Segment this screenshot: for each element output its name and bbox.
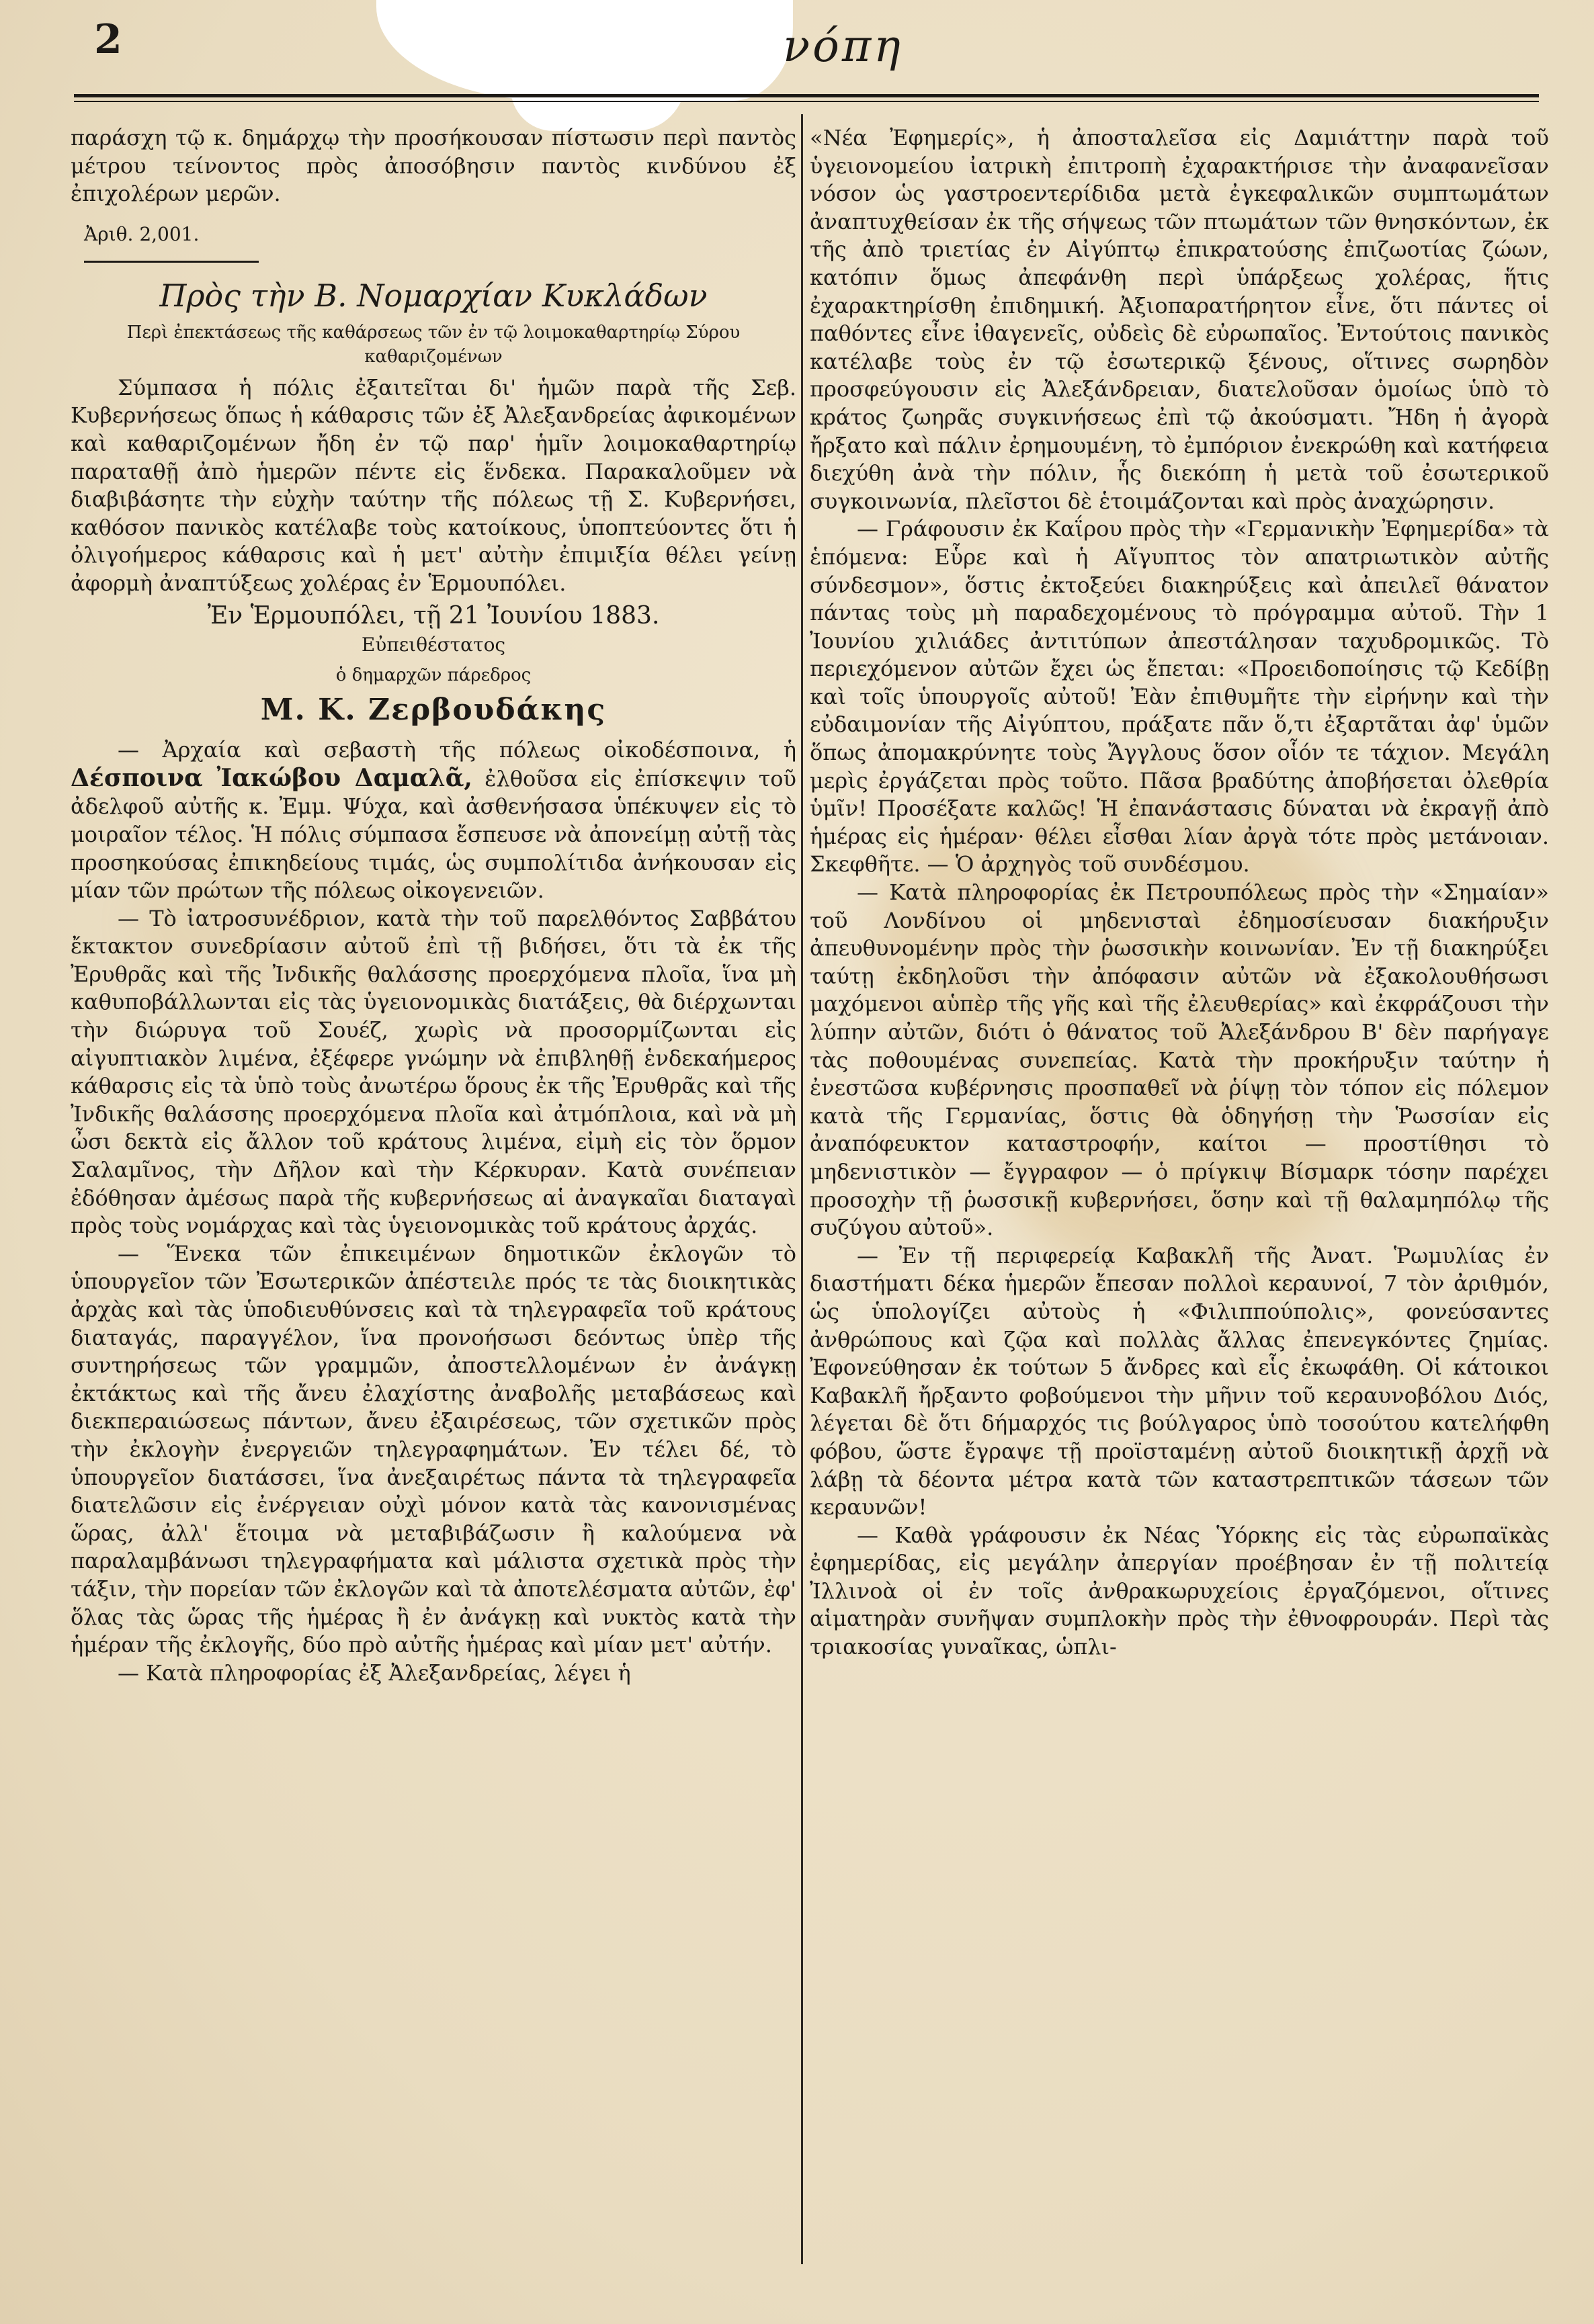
reference-number: Ἀριθ. 2,001. [84,222,200,245]
letter-body: Σύμπασα ἡ πόλις ἐξαιτεῖται δι' ἡμῶν παρὰ τῆς Σεβ. Κυβερνήσεως ὅπως ἡ κάθαρσις τῶν ἐξ Ἀλεξανδρείας ἀφικομένων καὶ καθαριζομένων ἤδη ἐν τῷ παρ' ἡμῖν λοιμοκαθαρτηρίῳ παραταθῇ ἀπὸ ἡμερῶν πέντε εἰς ἕνδεκα. Παρακαλοῦμεν νὰ διαβιβάσητε τὴν εὐχὴν ταύτην τῆς πόλεως τῇ Σ. Κυβερνήσει, καθόσον πανικὸς κατέλαβε τοὺς κατοίκους, ὑποπτεύοντες ὅτι ἡ ὀλιγοήμερος κάθαρσις καὶ ἡ μετ' αὐτὴν ἐπιμιξία θέλει γείνῃ ἀφορμὴ ἀναπτύξεως χολέρας ἐν Ἑρμουπόλει. [71,374,796,596]
article-continuation: παράσχη τῷ κ. δημάρχῳ τὴν προσήκουσαν πίστωσιν περὶ παντὸς μέτρου τείνοντος πρὸς ἀποσόβησιν παντὸς κινδύνου ἐξ ἐπιχολέρων μερῶν. [71,125,796,207]
letter-subheading: Περὶ ἐπεκτάσεως τῆς καθάρσεως τῶν ἐν τῷ λοιμοκαθαρτηρίῳ Σύρου καθαριζομένων [126,322,741,367]
news-item-text: ἐλθοῦσα εἰς ἐπίσκεψιν τοῦ ἀδελφοῦ αὐτῆς κ. Ἐμμ. Ψύχα, καὶ ἀσθενήσασα ὑπέκυψεν εἰς τὸ μοιραῖον τέλος. Ἡ πόλις σύμπασα ἔσπευσε νὰ ἀπονείμῃ αὐτῇ τὰς προσηκούσας ἐπικηδείους τιμάς, ὡς συμπολίτιδα ἀνήκουσαν εἰς μίαν τῶν πρώτων τῆς πόλεως οἰκογενειῶν. [71,765,796,904]
news-item-new-york: — Καθὰ γράφουσιν ἐκ Νέας Ὑόρκης εἰς τὰς εὐρωπαϊκὰς ἐφημερίδας, εἰς μεγάλην ἀπεργίαν προέβησαν ἐν τῇ πολιτείᾳ Ἰλλινοὰ οἱ ἐν τοῖς ἀνθρακωρυχείοις ἐργαζόμενοι, οἵτινες αἱματηρὰν συνῆψαν συμπλοκὴν πρὸς τὴν ἐθνοφρουράν. Περὶ τὰς τριακοσίας γυναῖκας, ὡπλι- [810,1522,1549,1660]
signer-title: ὁ δημαρχῶν πάρεδρος [335,665,532,686]
right-column [810,124,1549,1662]
header-rule-thin [74,101,1539,102]
news-item-kavakli: — Ἐν τῇ περιφερείᾳ Καβακλῆ τῆς Ἀνατ. Ῥωμυλίας ἐν διαστήματι δέκα ἡμερῶν ἔπεσαν πολλοὶ κεραυνοί, 7 τὸν ἀριθμόν, ὡς ὑπολογίζει αὐτοὺς ἡ «Φιλιππούπολις», φονεύσαντες ἀνθρώπους καὶ ζῷα καὶ πολλὰς ἄλλας ἐπενεγκόντες ζημίας. Ἐφονεύθησαν ἐκ τούτων 5 ἄνδρες καὶ εἷς ἐκωφάθη. Οἱ κάτοικοι Καβακλῆ ἤρξαντο φοβούμενοι τὴν μῆνιν τοῦ κεραυνοβόλου Διός, λέγεται δὲ ὅτι δήμαρχός τις βούλγαρος ὑπὸ τοσούτου κατελήφθη φόβου, ὥστε ἔγραψε τῇ προϊσταμένῃ αὐτοῦ διοικητικῇ ἀρχῇ νὰ λάβῃ τὰ δέοντα μέτρα κατὰ τῶν καταστρεπτικῶν τάσεων τῶν κεραυνῶν! [810,1242,1549,1520]
torn-paper-area [511,81,685,131]
news-item-alexandria: — Κατὰ πληροφορίας ἐξ Ἀλεξανδρείας, λέγει ἡ [118,1660,631,1686]
section-rule [84,261,259,263]
letter-closing: Εὐπειθέστατος [361,634,506,656]
masthead-title: νόπη [783,20,903,72]
signer-name: Μ. Κ. Ζερβουδάκης [260,693,607,728]
column-divider [801,114,803,2264]
news-item-cairo: — Γράφουσιν ἐκ Καΐρου πρὸς τὴν «Γερμανικὴν Ἐφημερίδα» τὰ ἑπόμενα: Εὗρε καὶ ἡ Αἴγυπτος τὸν απατριωτικὸν αὐτῆς σύνδεσμον», ὅστις ἐκτοξεύει διακηρύξεις καὶ ἀπειλεῖ θάνατον πάντας τοὺς μὴ παραδεχομένους τὸ πρόγραμμα αὐτοῦ. Τὴν 1 Ἰουνίου χιλιάδες ἀντιτύπων ἀπεστάλησαν ταχυδρομικῶς. Τὸ περιεχόμενον αὐτῶν ἔχει ὡς ἔπεται: «Προειδοποίησις τῷ Κεδίβῃ καὶ τοῖς ὑπουργοῖς αὐτοῦ! Ἐὰν ἐπιθυμῆτε τὴν εἰρήνην καὶ τὴν εὐδαιμονίαν τῆς Αἰγύπτου, πράξατε πᾶν ὅ,τι ἐξαρτᾶται ἀφ' ὑμῶν ὅπως ἀπομακρύνητε τοὺς Ἄγγλους ὅσον οἷόν τε τάχιον. Μεγάλη μερὶς ἐργάζεται πρὸς τοῦτο. Πᾶσα βραδύτης ἀποβήσεται ὀλεθρία ὑμῖν! Προσέξατε καλῶς! Ἡ ἐπανάστασις δύναται νὰ ἐκραγῇ ἀπὸ ἡμέρας εἰς ἡμέραν· θέλει εἶσθαι λίαν ἀργὰ τότε πρὸς μετάνοιαν. Σκεφθῆτε. — Ὁ ἀρχηγὸς τοῦ συνδέσμου. [810,516,1549,877]
news-item-medical-council: — Τὸ ἰατροσυνέδριον, κατὰ τὴν τοῦ παρελθόντος Σαββάτου ἔκτακτον συνεδρίασιν αὐτοῦ ἐπὶ τῇ βιδήσει, ὅτι τὰ ἐκ τῆς Ἐρυθρᾶς καὶ τῆς Ἰνδικῆς θαλάσσης προερχόμενα πλοῖα, ἵνα μὴ καθυποβάλλωνται εἰς τὰς ὑγειονομικὰς διατάξεις, θὰ διέρχωνται τὴν διώρυγα τοῦ Σουέζ, χωρὶς νὰ προσορμίζωνται εἰς αἰγυπτιακὸν λιμένα, ἐξέφερε γνώμην νὰ ἐπιβληθῇ ἑνδεκαήμερος κάθαρσις εἰς τὰ ὑπὸ τοὺς ἀνωτέρω ὅρους ἐκ τῆς Ἐρυθρᾶς καὶ τῆς Ἰνδικῆς θαλάσσης προερχόμενα πλοῖα καὶ ἀτμόπλοια, καὶ νὰ μὴ ὦσι δεκτὰ εἰς ἄλλον τοῦ κράτους λιμένα, εἰμὴ εἰς τὸν ὅρμον Σαλαμῖνος, τὴν Δῆλον καὶ τὴν Κέρκυραν. Κατὰ συνέπειαν ἐδόθησαν ἀμέσως παρὰ τῆς κυβερνήσεως αἱ ἀναγκαῖαι διαταγαὶ πρὸς τοὺς νομάρχας καὶ τὰς ὑγειονομικὰς τοῦ κράτους ἀρχάς. [71,905,796,1239]
news-item-name: Δέσποινα Ἰακώβου Δαμαλᾶ, [71,763,472,792]
header-rule [74,94,1539,97]
letter-dateline: Ἐν Ἑρμουπόλει, τῇ 21 Ἰουνίου 1883. [207,601,660,630]
news-item-damala [71,736,796,905]
news-item-damietta: «Νέα Ἐφημερίς», ἡ ἀποσταλεῖσα εἰς Δαμιάττην παρὰ τοῦ ὑγειονομείου ἰατρικὴ ἐπιτροπὴ ἐχαρακτήρισε τὴν ἀναφανεῖσαν νόσον ὡς γαστροεντερίδιδα μετὰ ἐγκεφαλικῶν συμπτωμάτων ἀναπτυχθείσαν ἐκ τῆς σήψεως τῶν πτωμάτων τῶν θνησκόντων, ἐκ τῆς ἀπὸ τριετίας ἐν Αἰγύπτῳ ἐπικρατούσης ἐπιζωοτίας ζώων, κατόπιν ὅμως ἀπεφάνθη περὶ ὑπάρξεως χολέρας, ἥτις ἐχαρακτηρίσθη ἐπιδημική. Ἀξιοπαρατήρητον εἶνε, ὅτι πάντες οἱ παθόντες εἶνε ἰθαγενεῖς, οὐδεὶς δὲ εὐρωπαῖος. Ἐντούτοις πανικὸς κατέλαβε τοὺς ἐν τῷ ἐσωτερικῷ ξένους, οἵτινες σωρηδὸν προσφεύγουσιν εἰς Ἀλεξάνδρειαν, διατελοῦσαν ὁμοίως ὑπὸ τὸ κράτος ζωηρᾶς συγκινήσεως ἐπὶ τῷ ἀκούσματι. Ἤδη ἡ ἀγορὰ ἤρξατο καὶ πάλιν ἐρημουμένη, τὸ ἐμπόριον ἐνεκρώθη καὶ κατήφεια διεχύθη ἀνὰ τὴν πόλιν, ἧς διεκόπη ἡ μετὰ τοῦ ἐσωτερικοῦ συγκοινωνία, πλεῖστοι δὲ ἑτοιμάζονται καὶ πρὸς ἀναχώρησιν. [810,125,1549,514]
news-item-text: — Ἀρχαία καὶ σεβαστὴ τῆς πόλεως οἰκοδέσποινα, ἡ [118,737,796,763]
letter-heading: Πρὸς τὴν Β. Νομαρχίαν Κυκλάδων [159,277,708,314]
news-item-petersburg: — Κατὰ πληροφορίας ἐκ Πετρουπόλεως πρὸς τὴν «Σημαίαν» τοῦ Λονδίνου οἱ μηδενισταὶ ἐδημοσίευσαν διακήρυξιν ἀπευθυνομένην πρὸς τὴν ῥωσσικὴν κοινωνίαν. Ἐν τῇ διακηρύξει ταύτῃ ἐκδηλοῦσι τὴν ἀπόφασιν αὐτῶν νὰ ἐξακολουθήσωσι μαχόμενοι αὑπὲρ τῆς γῆς καὶ τῆς ἐλευθερίας» καὶ ἐκφράζουσι τὴν λύπην αὐτῶν, διότι ὁ θάνατος τοῦ Ἀλεξάνδρου Β' δὲν παρήγαγε τὰς ποθουμένας συνεπείας. Κατὰ τὴν προκήρυξιν ταύτην ἡ ἐνεστῶσα κυβέρνησις προσπαθεῖ νὰ ῥίψῃ τὸν τόπον εἰς πόλεμον κατὰ τῆς Γερμανίας, ὅστις θὰ ὁδηγήσῃ τὴν Ῥωσσίαν εἰς ἀναπόφευκτον καταστροφήν, καίτοι — προστίθησι τὸ μηδενιστικὸν — ἔγγραφον — ὁ πρίγκιψ Βίσμαρκ τόσην παρέχει προσοχὴν τῇ ῥωσσικῇ κυβερνήσει, ὅσην καὶ τῇ θαλαμηπόλῳ τῆς συζύγου αὐτοῦ». [810,879,1549,1241]
left-column [71,124,796,1687]
page-number: 2 [94,16,122,63]
page-header [0,0,1594,107]
news-item-elections: — Ἕνεκα τῶν ἐπικειμένων δημοτικῶν ἐκλογῶν τὸ ὑπουργεῖον τῶν Ἐσωτερικῶν ἀπέστειλε πρός τε τὰς διοικητικὰς ἀρχὰς καὶ τὰς ὑποδιευθύνσεις καὶ τὰ τηλεγραφεῖα τοῦ κράτους διαταγάς, παραγγέλον, ἵνα προνοήσωσι δεόντως ὑπὲρ τῆς συντηρήσεως τῶν γραμμῶν, ἀποστελλομένων ἐν ἀνάγκῃ ἐκτάκτως καὶ τῆς ἄνευ ἐλαχίστης ἀναβολῆς μεταβάσεως καὶ διεκπεραιώσεως πάντων, ἄνευ ἐξαιρέσεως, τῶν σχετικῶν πρὸς τὴν ἐκλογὴν ἐνεργειῶν τηλεγραφημάτων. Ἐν τέλει δέ, τὸ ὑπουργεῖον διατάσσει, ἵνα ἀνεξαιρέτως πάντα τὰ τηλεγραφεῖα διατελῶσιν εἰς ἐνέργειαν οὐχὶ μόνον κατὰ τὰς κανονισμένας ὥρας, ἀλλ' ἕτοιμα νὰ μεταβιβάζωσιν ἢ καλούμενα νὰ παραλαμβάνωσι τηλεγραφήματα καὶ μάλιστα σχετικὰ πρὸς τὴν τάξιν, τὴν πορείαν τῶν ἐκλογῶν καὶ τὰ ἀποτελέσματα αὐτῶν, ἐφ' ὅλας τὰς ὥρας τῆς ἡμέρας ἢ ἐν ἀνάγκῃ καὶ νυκτὸς κατὰ τὴν ἡμέραν τῆς ἐκλογῆς, δύο πρὸ αὐτῆς ἡμέρας καὶ μίαν μετ' αὐτήν. [71,1240,796,1658]
